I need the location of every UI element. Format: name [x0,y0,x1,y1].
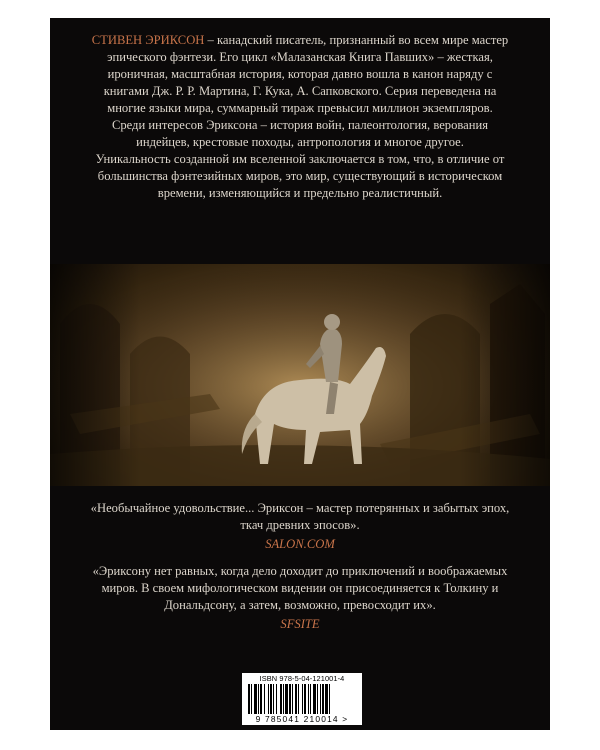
quote-source: SALON.COM [265,537,335,551]
bio-intro-paragraph [86,32,514,117]
quote-text: «Эриксону нет равных, когда дело доходит до приключений и воображаемых миров. В своем мифологическом видении он присоединяется к Толкину и Дональдсону, а затем, возможно, превосходит их». [92,564,508,612]
quote-source: SFSITE [280,617,320,631]
isbn-label: ISBN 978-5-04-121001-4 [259,674,345,683]
barcode-digits: 9 785041 210014 > [255,714,349,724]
bio-interests-paragraph: Среди интересов Эриксона – история войн, палеонтология, верования индейцев, крестовые походы, антропология и многое другое. [111,118,489,149]
knight-on-horse-illustration [50,264,550,486]
author-name: СТИВЕН ЭРИКСОН [91,33,205,47]
back-cover [50,18,550,730]
barcode-bars [246,684,358,714]
cover-illustration [50,264,550,486]
review-quotes [86,500,514,633]
quote-text: «Необычайное удовольствие... Эриксон – мастер потерянных и забытых эпох, ткач древних эпосов». [90,501,510,532]
quote-spacer [86,553,514,563]
isbn-barcode [242,673,362,725]
author-bio [86,32,514,202]
bio-intro-text: – канадский писатель, признанный во всем мире мастер эпического фэнтези. Его цикл «Малазанская Книга Павших» – жесткая, ироничная, масштабная история, которая давно вошла в канон наряду с книгами Дж. Р. Р. Мартина, Г. Кука, А. Сапковского. Серия переведена на многие языки мира, суммарный тираж превысил миллион экземпляров. [103,33,509,115]
bio-uniqueness-paragraph: Уникальность созданной им вселенной заключается в том, что, в отличие от большинства фэнтезийных миров, это мир, существующий в историческом времени, изменяющийся и предельно реалистичный. [95,152,505,200]
